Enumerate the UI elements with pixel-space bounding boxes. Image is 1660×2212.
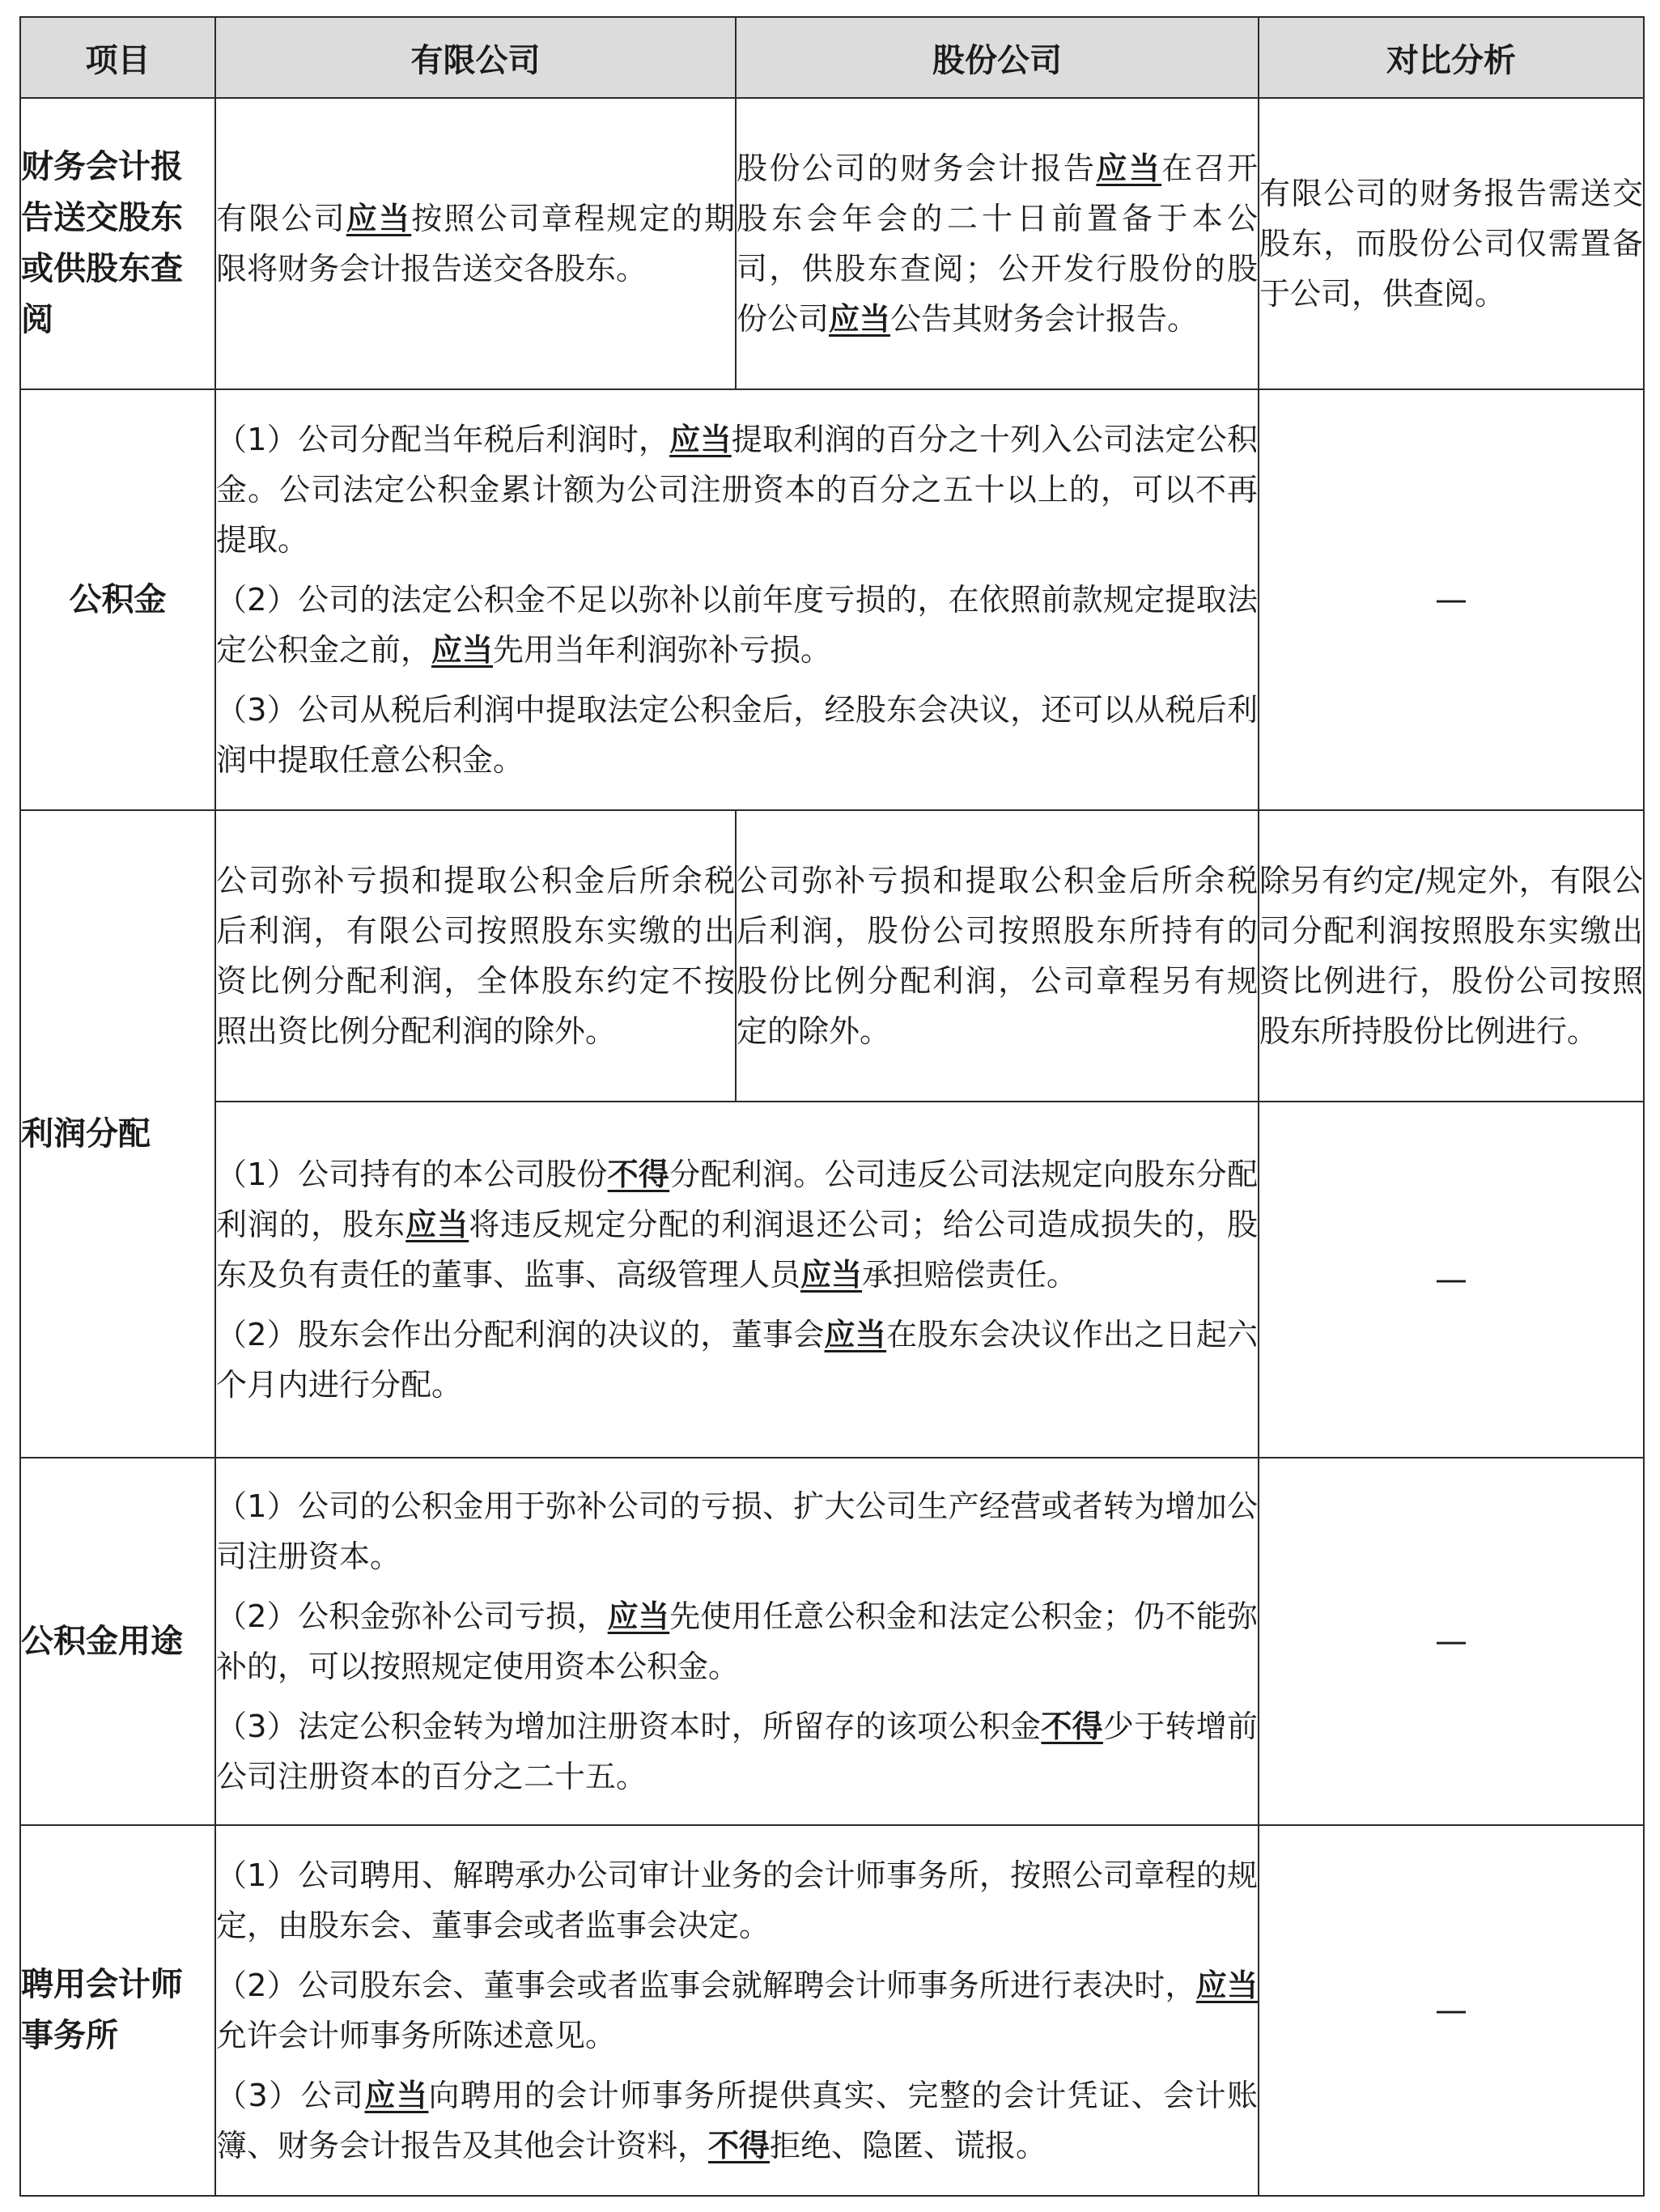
keyword-emphasis: 不得 xyxy=(708,2128,771,2163)
text-segment: 少于转增前公司注册资本的百分之二十五。 xyxy=(216,1709,1258,1794)
row-label-profit-distribution: 利润分配 xyxy=(20,810,215,1458)
row-auditor xyxy=(20,1825,1644,2196)
comparison-table xyxy=(19,16,1645,2197)
report-analysis-text: 有限公司的财务报告需送交股东，而股份公司仅需置备于公司，供查阅。 xyxy=(1259,98,1644,389)
rule-paragraph xyxy=(216,1144,1258,1305)
rule-paragraph xyxy=(216,1955,1258,2066)
text-segment: 按照公司章程规定的期限将财务会计报告送交各股东。 xyxy=(216,201,735,287)
keyword-emphasis: 应当 xyxy=(1195,1968,1258,2003)
text-segment: （1）公司的公积金用于弥补公司的亏损、扩大公司生产经营或者转为增加公司注册资本。 xyxy=(216,1488,1258,1574)
text-segment: 在股东会决议作出之日起六个月内进行分配。 xyxy=(216,1317,1258,1403)
usage-analysis-dash: — xyxy=(1259,1458,1644,1825)
text-segment: 将违反规定分配的利润退还公司；给公司造成损失的，股东及负有责任的董事、监事、高级管理人员 xyxy=(216,1207,1258,1293)
text-segment: 分配利润。公司违反公司法规定向股东分配利润的，股东 xyxy=(216,1157,1258,1242)
row-reserve-fund xyxy=(20,389,1644,810)
text-segment: （3）公司从税后利润中提取法定公积金后，经股东会决议，还可以从税后利润中提取任意公积金。 xyxy=(216,692,1258,778)
keyword-emphasis: 应当 xyxy=(669,422,732,457)
header-analysis: 对比分析 xyxy=(1259,17,1644,98)
keyword-emphasis: 应当 xyxy=(829,301,891,337)
header-stock-company: 股份公司 xyxy=(736,17,1259,98)
rule-paragraph xyxy=(216,410,1258,570)
text-segment: 有限公司 xyxy=(216,201,346,236)
text-segment: （1）公司聘用、解聘承办公司审计业务的会计师事务所，按照公司章程的规定，由股东会、董事会或者监事会决定。 xyxy=(216,1857,1258,1943)
text-segment: 公司弥补亏损和提取公积金后所余税后利润，有限公司按照股东实缴的出资比例分配利润，全体股东约定不按照出资比例分配利润的除外。 xyxy=(216,863,735,1049)
row-reserve-usage xyxy=(20,1458,1644,1825)
keyword-emphasis: 应当 xyxy=(431,632,494,668)
rule-paragraph xyxy=(216,1476,1258,1586)
keyword-emphasis: 应当 xyxy=(800,1257,863,1293)
text-segment: 拒绝、隐匿、谎报。 xyxy=(770,2128,1047,2163)
text-segment: 先用当年利润弥补亏损。 xyxy=(493,632,832,668)
text-segment: （2）公司的法定公积金不足以弥补以前年度亏损的，在依照前款规定提取法定公积金之前， xyxy=(216,582,1258,668)
keyword-emphasis: 应当 xyxy=(607,1598,670,1634)
text-segment: 股份公司的财务会计报告 xyxy=(737,151,1097,186)
reserve-analysis-dash: — xyxy=(1259,389,1644,810)
text-segment: 承担赔偿责任。 xyxy=(862,1257,1078,1293)
text-segment: 先使用任意公积金和法定公积金；仍不能弥补的，可以按照规定使用资本公积金。 xyxy=(216,1598,1258,1684)
profit-rules-text xyxy=(215,1102,1259,1458)
rule-paragraph xyxy=(216,2066,1258,2176)
header-item: 项目 xyxy=(20,17,215,98)
auditor-rules-text xyxy=(215,1825,1259,2196)
text-segment: （3）法定公积金转为增加注册资本时，所留存的该项公积金 xyxy=(216,1709,1042,1744)
text-segment: （1）公司分配当年税后利润时， xyxy=(216,422,670,457)
row-label-financial-report: 财务会计报告送交股东或供股东查阅 xyxy=(20,98,215,389)
keyword-emphasis: 应当 xyxy=(346,201,412,236)
row-label-reserve-usage: 公积金用途 xyxy=(20,1458,215,1825)
text-segment: 允许会计师事务所陈述意见。 xyxy=(216,2018,617,2053)
text-segment: 公司弥补亏损和提取公积金后所余税后利润，股份公司按照股东所持有的股份比例分配利润，公司章程另有规定的除外。 xyxy=(737,863,1258,1049)
header-row xyxy=(20,17,1644,98)
keyword-emphasis: 应当 xyxy=(824,1317,887,1352)
keyword-emphasis: 不得 xyxy=(607,1157,670,1192)
text-segment: （2）股东会作出分配利润的决议的，董事会 xyxy=(216,1317,825,1352)
report-ltd-text xyxy=(215,98,736,389)
text-segment: （3）公司 xyxy=(216,2078,365,2113)
row-profit-distribution-bottom xyxy=(20,1102,1644,1458)
profit-analysis-dash: — xyxy=(1259,1102,1644,1458)
rule-paragraph xyxy=(216,1696,1258,1807)
usage-rules-text xyxy=(215,1458,1259,1825)
row-financial-report xyxy=(20,98,1644,389)
text-segment: 在召开股东会年会的二十日前置备于本公司，供股东查阅；公开发行股份的股份公司 xyxy=(737,151,1258,337)
rule-paragraph xyxy=(216,570,1258,680)
header-limited-company: 有限公司 xyxy=(215,17,736,98)
text-segment: 向聘用的会计师事务所提供真实、完整的会计凭证、会计账簿、财务会计报告及其他会计资料， xyxy=(216,2078,1258,2163)
auditor-analysis-dash: — xyxy=(1259,1825,1644,2196)
profit-stock-text xyxy=(736,810,1259,1102)
rule-paragraph xyxy=(216,1845,1258,1955)
text-segment: （1）公司持有的本公司股份 xyxy=(216,1157,608,1192)
keyword-emphasis: 不得 xyxy=(1041,1709,1103,1744)
profit-ltd-text xyxy=(215,810,736,1102)
reserve-rules-text xyxy=(215,389,1259,810)
row-label-reserve-fund: 公积金 xyxy=(20,389,215,810)
row-label-auditor: 聘用会计师事务所 xyxy=(20,1825,215,2196)
report-stock-text xyxy=(736,98,1259,389)
text-segment: （2）公积金弥补公司亏损， xyxy=(216,1598,608,1634)
rule-paragraph xyxy=(216,1586,1258,1696)
keyword-emphasis: 应当 xyxy=(1096,151,1162,186)
row-profit-distribution-top xyxy=(20,810,1644,1102)
profit-analysis-text: 除另有约定/规定外，有限公司分配利润按照股东实缴出资比例进行，股份公司按照股东所持股份比例进行。 xyxy=(1259,810,1644,1102)
keyword-emphasis: 应当 xyxy=(405,1207,469,1242)
keyword-emphasis: 应当 xyxy=(364,2078,429,2113)
text-segment: （2）公司股东会、董事会或者监事会就解聘会计师事务所进行表决时， xyxy=(216,1968,1196,2003)
rule-paragraph xyxy=(216,680,1258,790)
rule-paragraph xyxy=(216,1305,1258,1415)
text-segment: 提取利润的百分之十列入公司法定公积金。公司法定公积金累计额为公司注册资本的百分之五十以上的，可以不再提取。 xyxy=(216,422,1258,558)
text-segment: 公告其财务会计报告。 xyxy=(890,301,1199,337)
